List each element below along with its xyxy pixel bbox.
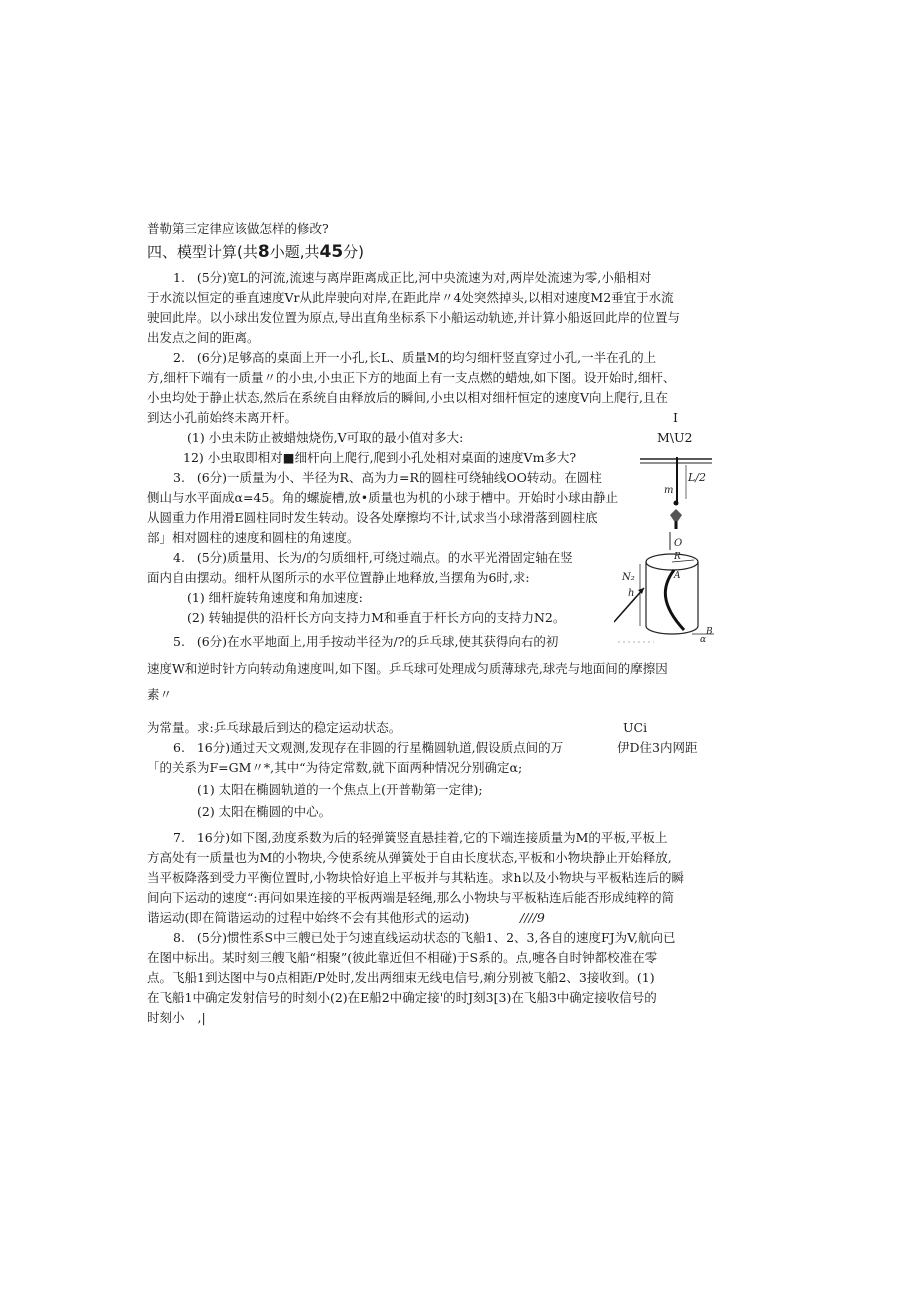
problem-1-line: 出发点之间的距离。: [147, 330, 260, 345]
problem-2-line: 到达小孔前始终未离开杆。: [147, 410, 298, 425]
problem-7-line: 当平板降落到受力平衡位置时,小物块恰好追上平板并与其粘连。求h以及小物块与平板粘连后的瞬: [147, 870, 685, 885]
problem-2-sub-2: 12) 小虫取即相对■细杆向上爬行,爬到小孔处相对桌面的速度Vm多大?: [183, 450, 577, 465]
cylinder-figure: [614, 530, 724, 645]
problem-1-line: 1. (5分)宽L的河流,流速与离岸距离成正比,河中央流速为对,两岸处流速为零,小船相对: [173, 270, 652, 285]
problem-4-line: 4. (5分)质量用、长为/的匀质细杆,可绕过端点。的水平光滑固定轴在竖: [173, 550, 573, 565]
problem-1-line: 驶回此岸。以小球出发位置为原点,导出直角坐标系下小船运动轨迹,并计算小船返回此岸的位置与: [147, 310, 680, 325]
problem-7-line: 方高处有一质量也为M的小物块,今使系统从弹簧处于自由长度状态,平板和小物块静止开始释放,: [147, 850, 672, 865]
fig2-top-label: I: [673, 410, 678, 425]
problem-2-line: 方,细杆下端有一质量〃的小虫,小虫正下方的地面上有一支点燃的蜡烛,如下图。设开始时,细杆、: [147, 370, 676, 385]
fig3-a-label: A: [674, 571, 681, 581]
problem-7-line: 间向下运动的速度“:再问如果连接的平板两端是轻绳,那么小物块与平板粘连后能否形成纯粹的简: [147, 890, 675, 905]
problem-4-sub-1: (1) 细杆旋转角速度和角加速度:: [187, 590, 363, 605]
problem-8-line: 在图中标出。某时刻三艘飞船“相聚”(彼此靠近但不相碰)于S系的。点,嚏各自时钟都校准在零: [147, 950, 658, 965]
fig3-b-label: B: [706, 627, 713, 637]
problem-3-line: 部」相对圆柱的速度和圆柱的角速度。: [147, 530, 360, 545]
fig3-r-label: R: [674, 552, 681, 562]
problem-7-line: 谐运动(即在简谐运动的过程中始终不会有其他形式的运动): [147, 910, 470, 925]
fig5-side-label: UCi: [623, 720, 648, 735]
problem-2-sub-1: (1) 小虫未防止被蜡烛烧伤,V可取的最小值对多大:: [187, 430, 464, 445]
problem-3-line: 侧山与水平面成α=45。角的螺旋槽,放•质量也为机的小球于槽中。开始时小球由静止: [147, 490, 619, 505]
problem-2-line: 2. (6分)足够高的桌面上开一小孔,长L、质量M的均匀细杆竖直穿过小孔,一半在孔的上: [173, 350, 657, 365]
problem-1-line: 于水流以恒定的垂直速度Vr从此岸驶向对岸,在距此岸〃4处突然掉头,以相对速度M2垂宜于水流: [147, 290, 674, 305]
problem-8-line: 在飞船1中确定发射信号的时刻小(2)在E船2中确定接'的时J刻3[3)在飞船3中确定接收信号的: [147, 990, 657, 1005]
fig7-scrawl: ////9: [520, 910, 545, 925]
text-line: 普勒第三定律应该做怎样的修改?: [147, 221, 329, 236]
problem-3-line: 3. (6分)一质量为小、半径为R、高为力=R的圆柱可绕轴线OO转动。在圆柱: [173, 470, 602, 485]
fig3-o-label: O: [674, 538, 683, 549]
fig2-side-label: M\U2: [657, 430, 693, 445]
section-heading: [147, 243, 364, 261]
fig2-length-label: L/2: [688, 471, 707, 484]
fig6-scrawl: 伊D住3内网距: [617, 740, 698, 755]
fig3-alpha-label: α: [700, 635, 707, 645]
problem-2-line: 小虫均处于静止状态,然后在系统自由释放后的瞬间,小虫以相对细杆恒定的速度V向上爬行,且在: [147, 390, 668, 405]
heading-count: 8: [257, 242, 270, 262]
problem-5-line: 速度W和逆时针方向转动角速度叫,如下图。乒乓球可处理成匀质薄球壳,球壳与地面间的摩擦因: [147, 661, 668, 676]
heading-score: 45: [319, 242, 344, 262]
fig3-h-label: h: [628, 588, 635, 599]
rod-bug-figure: [640, 455, 712, 530]
fig3-n2-label: N₂: [622, 572, 635, 583]
problem-8-line: 时刻小: [147, 1010, 185, 1025]
problem-4-sub-2: (2) 转轴提供的沿杆长方向支持力M和垂直于杆长方向的支持力N2。: [187, 610, 566, 625]
problem-6-sub-1: (1) 太阳在椭圆轨道的一个焦点上(开普勒第一定律);: [197, 782, 483, 797]
problem-8-line: 8. (5分)惯性系S中三艘已处于匀速直线运动状态的飞船1、2、3,各自的速度FJ为V,航向已: [173, 930, 676, 945]
problem-7-line: 7. 16分)如下图,劲度系数为后的轻弹簧竖直悬挂着,它的下端连接质量为M的平板,平板上: [173, 830, 668, 845]
problem-5-line: 5. (6分)在水平地面上,用手按动半径为/?的乒乓球,使其获得向右的初: [173, 634, 559, 649]
problem-6-line: 6. 16分)通过天文观测,发现存在非圆的行星椭圆轨道,假设质点间的万: [173, 740, 564, 755]
problem-5-line: 为常量。求:乒乓球最后到达的稳定运动状态。: [147, 720, 402, 735]
heading-suffix: 分): [343, 243, 365, 261]
heading-prefix: 四、模型计算(共: [147, 243, 258, 261]
end-mark: ,|: [195, 1010, 206, 1025]
problem-3-line: 从圆重力作用滑E圆柱同时发生转动。设各处摩擦均不计,试求当小球滑落到圆柱底: [147, 510, 598, 525]
problem-5-line: 素〃: [147, 687, 173, 702]
problem-8-line: 点。飞船1到达图中与0点相距/P处时,发出两细束无线电信号,痢分别被飞船2、3接收到。(1): [147, 970, 655, 985]
problem-4-line: 面内自由摆动。细杆从图所示的水平位置静止地释放,当摆角为6时,求:: [147, 570, 530, 585]
problem-6-line: 「的关系为F=GM〃*,其中“为待定常数,就下面两种情况分别确定α;: [147, 760, 523, 775]
problem-6-sub-2: (2) 太阳在椭圆的中心。: [197, 804, 332, 819]
fig2-mass-label: m: [664, 485, 674, 496]
heading-mid: 小题,共: [269, 243, 320, 261]
